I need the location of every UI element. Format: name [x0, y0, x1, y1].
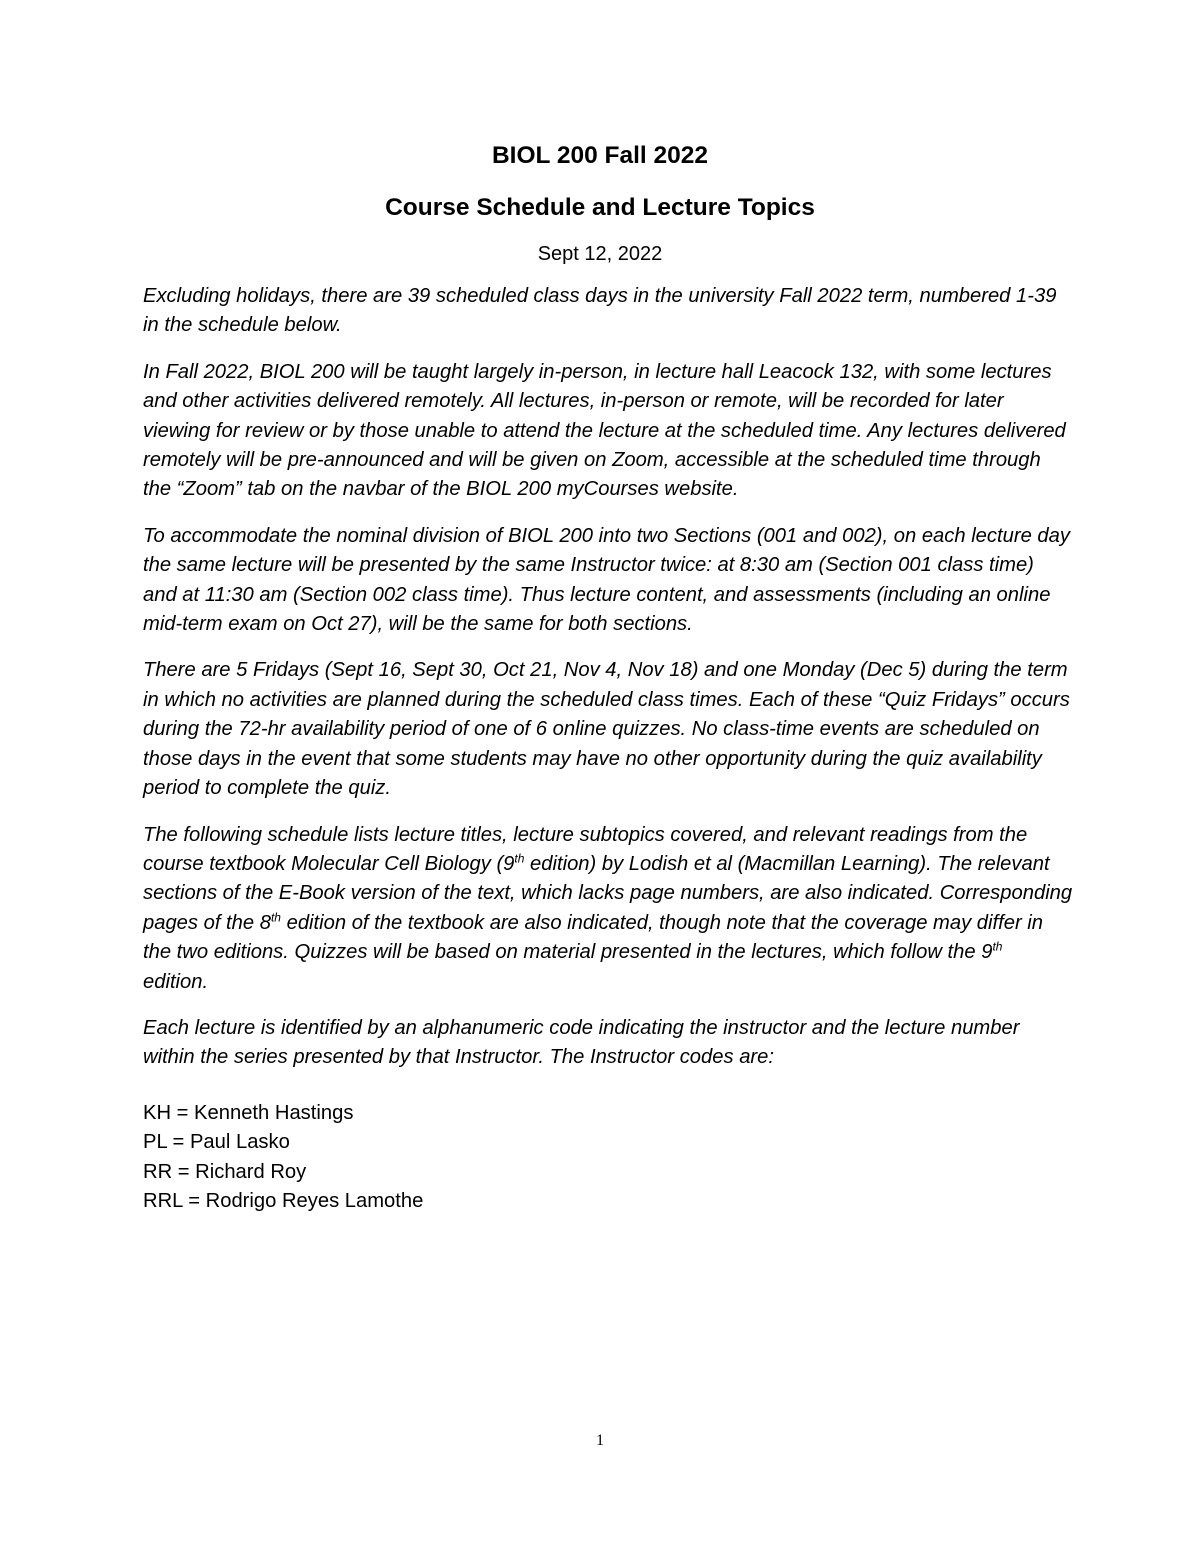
page-number: 1	[596, 1432, 604, 1449]
document-date: Sept 12, 2022	[537, 243, 663, 265]
instructor-code-pl: PL = Paul Lasko	[143, 1131, 290, 1154]
paragraph-sections: To accommodate the nominal division of BIOL 200 into two Sections (001 and 002), on each lecture day the same lecture will be presented by the same Instructor twice: at 8:30 am (Section 001 class time) and at 11:30 am (Section 002 class time). Thus lecture content, and assessments (including an online mid-term exam on Oct 27), will be the same for both sections.	[143, 524, 1070, 636]
paragraph-textbook-part-a: The following schedule lists lecture titles, lecture subtopics covered, and relevant readings from the course textbook Molecular Cell Biology (9	[143, 823, 1028, 875]
superscript-th: th	[514, 851, 525, 866]
instructor-code-rr: RR = Richard Roy	[143, 1160, 307, 1183]
document-body	[143, 282, 1073, 1216]
paragraph-textbook-part-d: edition.	[143, 970, 209, 993]
instructor-code-kh: KH = Kenneth Hastings	[143, 1101, 354, 1124]
paragraph-textbook-part-b: edition) by Lodish et al (Macmillan Learning). The relevant sections of the E-Book version of the text, which lacks page numbers, are also indicated. Corresponding pages of the 8	[143, 852, 1073, 934]
superscript-th: th	[992, 939, 1003, 954]
instructor-code-rrl: RRL = Rodrigo Reyes Lamothe	[143, 1189, 424, 1212]
paragraph-quiz-fridays: There are 5 Fridays (Sept 16, Sept 30, Oct 21, Nov 4, Nov 18) and one Monday (Dec 5) during the term in which no activities are planned during the scheduled class times. Each of these “Quiz Fridays” occurs during the 72-hr availability period of one of 6 online quizzes. No class-time events are scheduled on those days in the event that some students may have no other opportunity during the quiz availability period to complete the quiz.	[143, 659, 1070, 800]
paragraph-lecture-codes: Each lecture is identified by an alphanumeric code indicating the instructor and the lecture number within the series presented by that Instructor. The Instructor codes are:	[143, 1016, 1020, 1069]
paragraph-textbook	[143, 821, 1073, 997]
paragraph-lecture-delivery: In Fall 2022, BIOL 200 will be taught largely in-person, in lecture hall Leacock 132, with some lectures and other activities delivered remotely. All lectures, in-person or remote, will be recorded for later viewing for review or by those unable to attend the lecture at the scheduled time. Any lectures delivered remotely will be pre-announced and will be given on Zoom, accessible at the scheduled time through the “Zoom” tab on the navbar of the BIOL 200 myCourses website.	[143, 360, 1066, 501]
superscript-th: th	[270, 909, 281, 924]
document-title: BIOL 200 Fall 2022	[491, 142, 709, 169]
paragraph-class-days: Excluding holidays, there are 39 scheduled class days in the university Fall 2022 term, numbered 1-39 in the schedule below.	[143, 285, 1057, 337]
instructor-code-list	[143, 1099, 1073, 1217]
document-subtitle: Course Schedule and Lecture Topics	[385, 194, 815, 221]
paragraph-textbook-part-c: edition of the textbook are also indicated, though note that the coverage may differ in the two editions. Quizzes will be based on material presented in the lectures, which follow the 9	[143, 911, 1043, 964]
